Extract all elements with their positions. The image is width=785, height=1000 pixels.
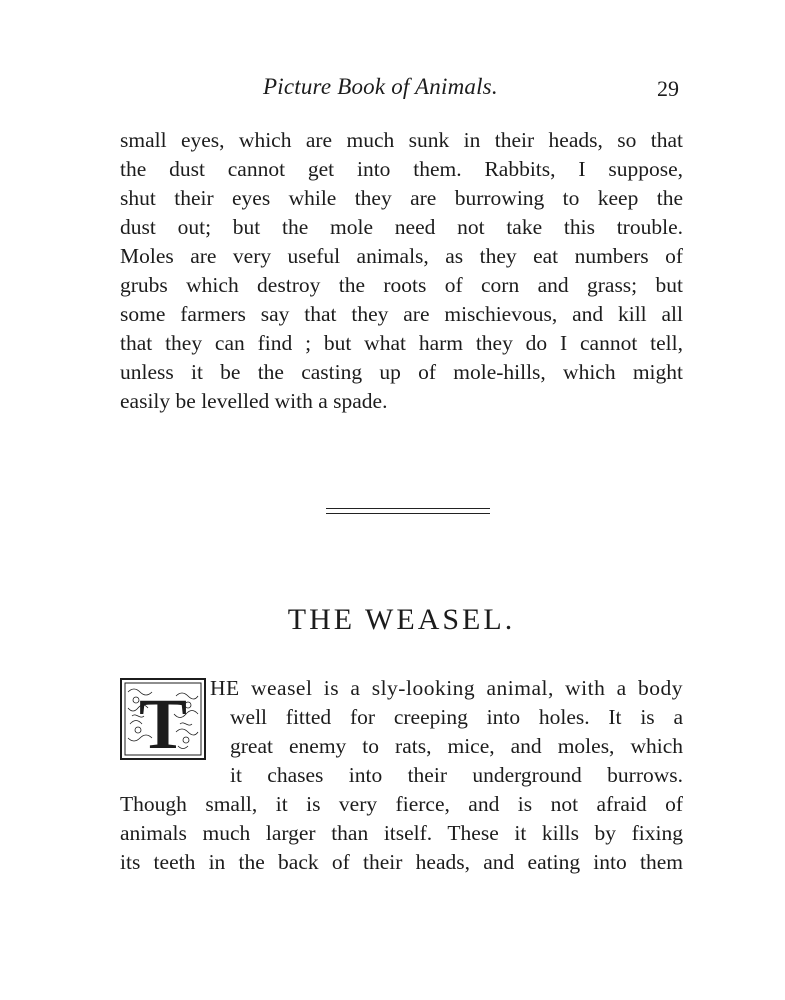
text-line: grubs which destroy the roots of corn and grass; but: [120, 273, 683, 297]
text-line: that they can find ; but what harm they do I cannot tell,: [120, 331, 683, 355]
page-number: 29: [657, 76, 679, 101]
drop-cap-letter: T: [138, 684, 188, 760]
running-title: Picture Book of Animals.: [263, 74, 498, 99]
text-line: its teeth in the back of their heads, and eating into them: [120, 850, 683, 874]
paragraph-weasel: [120, 674, 683, 877]
text-line: HE weasel is a sly-looking animal, with a body: [210, 676, 683, 700]
text-line: great enemy to rats, mice, and moles, which: [230, 734, 683, 758]
text-line: it chases into their underground burrows.: [230, 763, 683, 787]
text-line: shut their eyes while they are burrowing to keep the: [120, 186, 683, 210]
text-line: Moles are very useful animals, as they eat numbers of: [120, 244, 683, 268]
text-line: dust out; but the mole need not take this trouble.: [120, 215, 683, 239]
text-line: unless it be the casting up of mole-hills, which might: [120, 360, 683, 384]
paragraph-mole-continued: [120, 126, 683, 416]
text-line: small eyes, which are much sunk in their heads, so that: [120, 128, 683, 152]
text-line: easily be levelled with a spade.: [120, 389, 388, 413]
text-line: some farmers say that they are mischievous, and kill all: [120, 302, 683, 326]
running-head: [0, 74, 785, 104]
text-line: Though small, it is very fierce, and is not afraid of: [120, 792, 683, 816]
section-divider: [326, 508, 490, 514]
text-line: animals much larger than itself. These it kills by fixing: [120, 821, 683, 845]
text-line: well fitted for creeping into holes. It is a: [230, 705, 683, 729]
chapter-heading: THE WEASEL.: [287, 603, 516, 636]
text-line: the dust cannot get into them. Rabbits, I suppose,: [120, 157, 683, 181]
